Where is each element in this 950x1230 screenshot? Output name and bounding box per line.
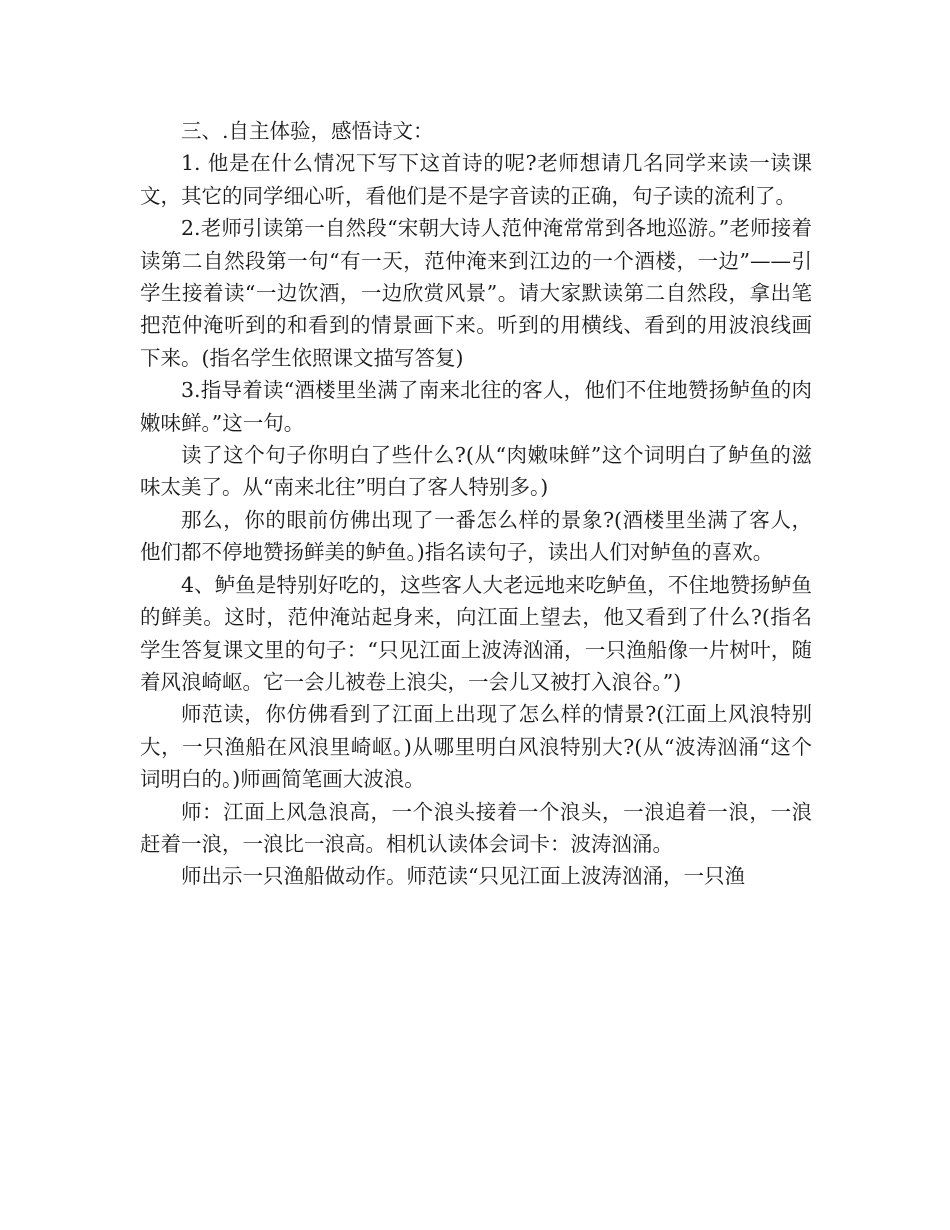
- paragraph-7: 师范读，你仿佛看到了江面上出现了怎么样的情景?(江面上风浪特别大，一只渔船在风浪里崎岖。)从哪里明白风浪特别大?(从“波涛汹涌“这个词明白的。)师画简笔画大波浪。: [140, 702, 812, 792]
- paragraph-5: 那么，你的眼前仿佛出现了一番怎么样的景象?(酒楼里坐满了客人，他们都不停地赞扬鲜美的鲈鱼。)指名读句子，读出人们对鲈鱼的喜欢。: [140, 507, 812, 565]
- paragraph-6: 4、鲈鱼是特别好吃的，这些客人大老远地来吃鲈鱼，不住地赞扬鲈鱼的鲜美。这时，范仲淹站起身来，向江面上望去，他又看到了什么?(指名学生答复课文里的句子：“只见江面上波涛汹涌，一只渔船像一片树叶，随着风浪崎岖。它一会儿被卷上浪尖，一会儿又被打入浪谷。”): [140, 572, 812, 694]
- paragraph-2: 2.老师引读第一自然段“宋朝大诗人范仲淹常常到各地巡游。”老师接着读第二自然段第一句“有一天，范仲淹来到江边的一个酒楼，一边”——引学生接着读“一边饮酒，一边欣赏风景”。请大家默读第二自然段，拿出笔把范仲淹听到的和看到的情景画下来。听到的用横线、看到的用波浪线画下来。(指名学生依照课文描写答复): [140, 216, 812, 370]
- paragraph-1: 1. 他是在什么情况下写下这首诗的呢?老师想请几名同学来读一读课文，其它的同学细心听，看他们是不是字音读的正确，句子读的流利了。: [140, 151, 812, 208]
- paragraph-4: 读了这个句子你明白了些什么?(从“肉嫩味鲜”这个词明白了鲈鱼的滋味太美了。从“南来北往”明白了客人特别多。): [140, 443, 812, 500]
- document-body: [140, 115, 812, 893]
- section-heading: 三、.自主体验，感悟诗文：: [181, 119, 434, 143]
- paragraph-9: 师出示一只渔船做动作。师范读“只见江面上波涛汹涌，一只渔: [181, 864, 745, 889]
- paragraph-8: 师：江面上风急浪高，一个浪头接着一个浪头，一浪追着一浪，一浪赶着一浪，一浪比一浪高。相机认读体会词卡：波涛汹涌。: [140, 799, 812, 856]
- paragraph-3: 3.指导着读“酒楼里坐满了南来北往的客人，他们不住地赞扬鲈鱼的肉嫩味鲜。”这一句。: [140, 378, 812, 435]
